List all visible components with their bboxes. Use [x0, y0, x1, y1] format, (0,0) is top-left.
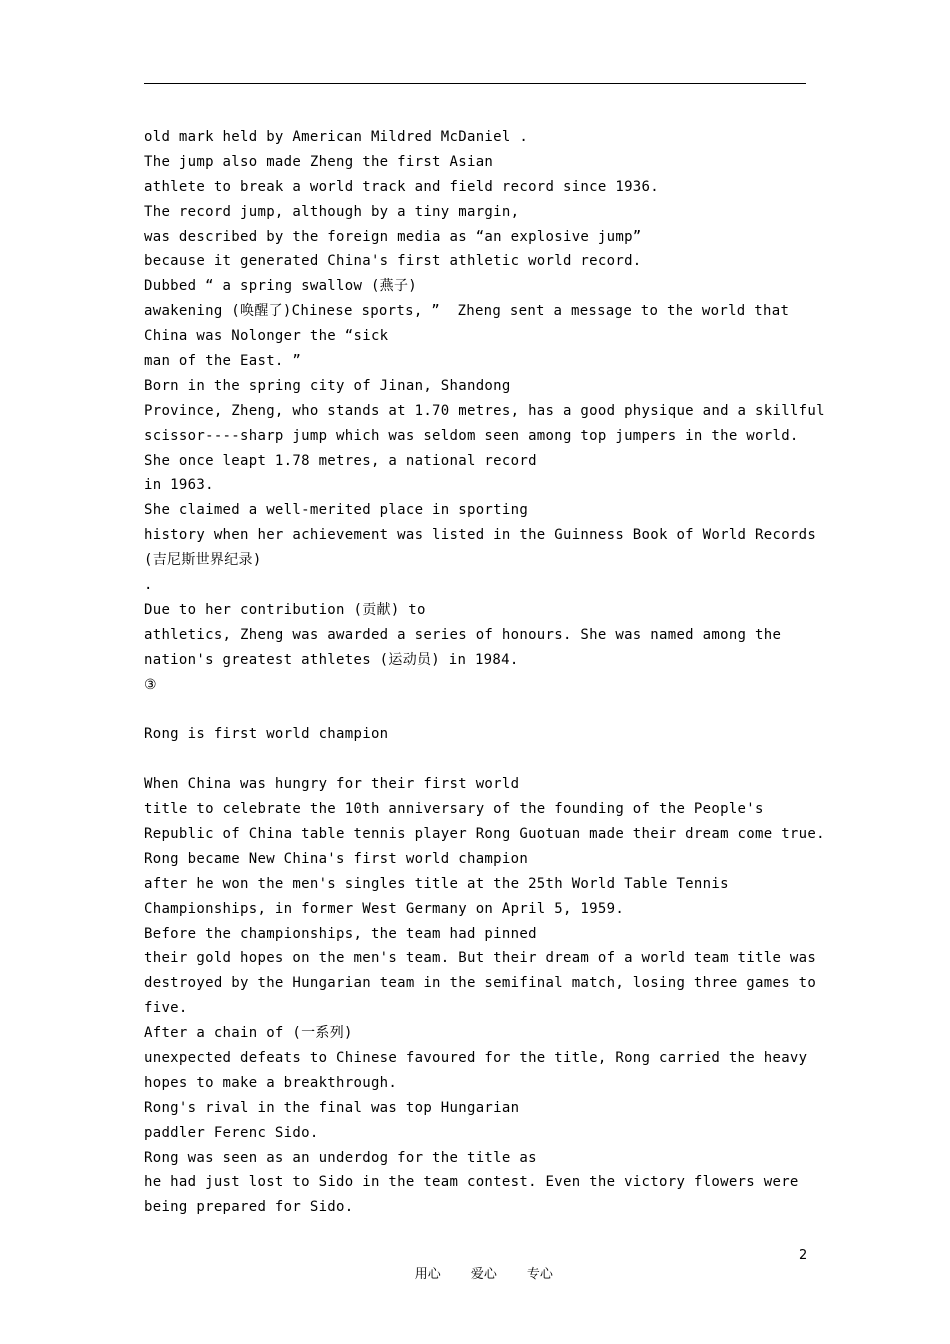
text-line: Dubbed “ a spring swallow (燕子) [144, 278, 418, 295]
text-line: After a chain of (一系列) [144, 1025, 353, 1042]
text-line: destroyed by the Hungarian team in the semifinal match, losing three games to [144, 975, 817, 992]
text-line: ③ [144, 676, 157, 693]
text-line: after he won the men's singles title at the 25th World Table Tennis [144, 875, 729, 892]
text-line: because it generated China's first athletic world record. [144, 253, 642, 270]
text-line: . [144, 577, 153, 594]
text-line: Province, Zheng, who stands at 1.70 metres, has a good physique and a skillful [144, 402, 825, 419]
text-line: When China was hungry for their first world [144, 776, 520, 793]
text-line: was described by the foreign media as “an explosive jump” [144, 228, 642, 245]
footer-motto-3: 专心 [526, 1267, 553, 1282]
text-line: he had just lost to Sido in the team contest. Even the victory flowers were [144, 1174, 799, 1191]
text-line: in 1963. [144, 477, 214, 494]
text-line: old mark held by American Mildred McDaniel . [144, 129, 529, 145]
footer-motto-2: 爱心 [470, 1267, 497, 1282]
text-line: man of the East. ” [144, 353, 302, 370]
text-line: Born in the spring city of Jinan, Shandong [144, 377, 511, 394]
text-line: She claimed a well-merited place in sporting [144, 502, 529, 519]
text-line: being prepared for Sido. [144, 1199, 354, 1216]
body-text [144, 125, 825, 1220]
text-line: their gold hopes on the men's team. But their dream of a world team title was [144, 950, 817, 967]
text-line: awakening (唤醒了)Chinese sports, ” Zheng sent a message to the world that [144, 303, 790, 320]
header-rule [144, 83, 806, 84]
text-line: Rong became New China's first world champion [144, 850, 529, 867]
text-line: paddler Ferenc Sido. [144, 1124, 319, 1141]
text-line: five. [144, 1000, 188, 1017]
text-line: Before the championships, the team had pinned [144, 925, 537, 942]
text-line [144, 747, 814, 772]
text-line: The jump also made Zheng the first Asian [144, 153, 494, 170]
page-footer [0, 1248, 950, 1282]
text-line: Rong was seen as an underdog for the title as [144, 1149, 537, 1166]
text-line: Rong's rival in the final was top Hungarian [144, 1099, 520, 1116]
text-line [144, 697, 814, 722]
text-line: (吉尼斯世界纪录) [144, 552, 262, 569]
text-line: Rong is first world champion [144, 726, 389, 743]
text-line: hopes to make a breakthrough. [144, 1074, 398, 1091]
text-line: history when her achievement was listed in the Guinness Book of World Records [144, 527, 817, 544]
text-line: unexpected defeats to Chinese favoured for the title, Rong carried the heavy [144, 1049, 808, 1066]
text-line: China was Nolonger the “sick [144, 328, 389, 345]
page-number: 2 [799, 1248, 808, 1263]
text-line: scissor----sharp jump which was seldom seen among top jumpers in the world. [144, 427, 799, 444]
text-line: Republic of China table tennis player Rong Guotuan made their dream come true. [144, 825, 825, 842]
text-line: athlete to break a world track and field record since 1936. [144, 178, 659, 195]
text-line: She once leapt 1.78 metres, a national record [144, 452, 537, 469]
text-line: The record jump, although by a tiny margin, [144, 203, 520, 220]
text-line: Championships, in former West Germany on April 5, 1959. [144, 900, 625, 917]
footer-motto [390, 1248, 583, 1297]
text-line: title to celebrate the 10th anniversary of the founding of the People's [144, 801, 764, 818]
footer-motto-1: 用心 [414, 1267, 441, 1282]
text-line: nation's greatest athletes (运动员) in 1984. [144, 651, 519, 668]
text-line: athletics, Zheng was awarded a series of honours. She was named among the [144, 626, 782, 643]
text-line: Due to her contribution (贡献) to [144, 601, 426, 618]
